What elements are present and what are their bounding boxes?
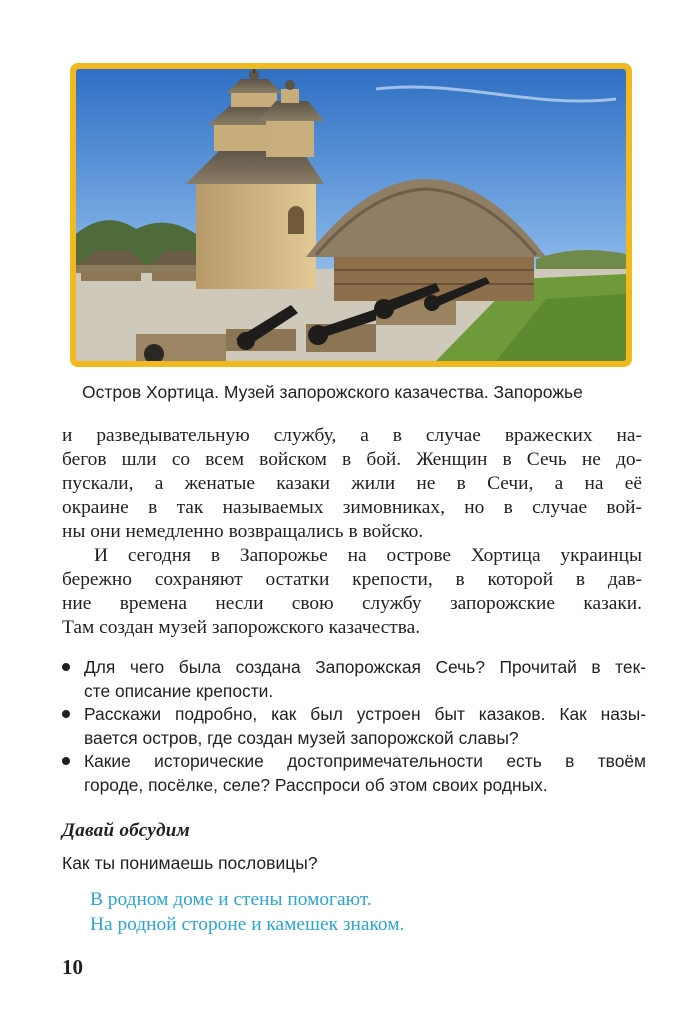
- question-line: Расскажи подробно, как был устроен быт казаков. Как назы-: [84, 704, 646, 724]
- photo-frame: [70, 63, 632, 367]
- paragraph-2: [62, 544, 642, 640]
- questions-list: [60, 656, 646, 797]
- text-line: бегов шли со всем войском в бой. Женщин в Сечь не до-: [62, 449, 642, 470]
- museum-photo: [76, 69, 626, 361]
- page-number: 10: [62, 955, 83, 979]
- paragraph-1: [62, 424, 642, 544]
- text-line: пускали, а женатые казаки жили не в Сечи, а на её: [62, 473, 642, 494]
- text-line: бережно сохраняют остатки крепости, в которой в дав-: [62, 569, 642, 590]
- question-item: [60, 703, 646, 750]
- question-line: Какие исторические достопримечательности есть в твоём: [84, 751, 646, 771]
- question-line: Для чего была создана Запорожская Сечь? Прочитай в тек-: [84, 657, 646, 677]
- proverbs: [90, 887, 404, 937]
- proverb-line: На родной стороне и камешек знаком.: [90, 914, 405, 935]
- discuss-heading: Давай обсудим: [62, 820, 190, 841]
- photo-caption: Остров Хортица. Музей запорожского казачества. Запорожье: [82, 382, 583, 402]
- question-item: [60, 750, 646, 797]
- text-line: ны они немедленно возвращались в войско.: [62, 521, 424, 542]
- text-line: И сегодня в Запорожье на острове Хортица украинцы: [94, 545, 642, 566]
- question-line: вается остров, где создан музей запорожской славы?: [84, 727, 519, 748]
- bullet-icon: [62, 663, 70, 671]
- body-text: [62, 424, 642, 640]
- question-line: сте описание крепости.: [84, 680, 274, 701]
- question-item: [60, 656, 646, 703]
- text-line: ние времена несли свою службу запорожские казаки.: [62, 593, 642, 614]
- text-line: окраине в так называемых зимовниках, но в случае вой-: [62, 497, 642, 518]
- bullet-icon: [62, 757, 70, 765]
- bullet-icon: [62, 710, 70, 718]
- text-line: Там создан музей запорожского казачества.: [62, 617, 421, 638]
- discuss-question: Как ты понимаешь пословицы?: [62, 853, 318, 873]
- question-line: городе, посёлке, селе? Расспроси об этом своих родных.: [84, 774, 548, 795]
- text-line: и разведывательную службу, а в случае вражеских на-: [62, 425, 642, 446]
- proverb-line: В родном доме и стены помогают.: [90, 889, 372, 910]
